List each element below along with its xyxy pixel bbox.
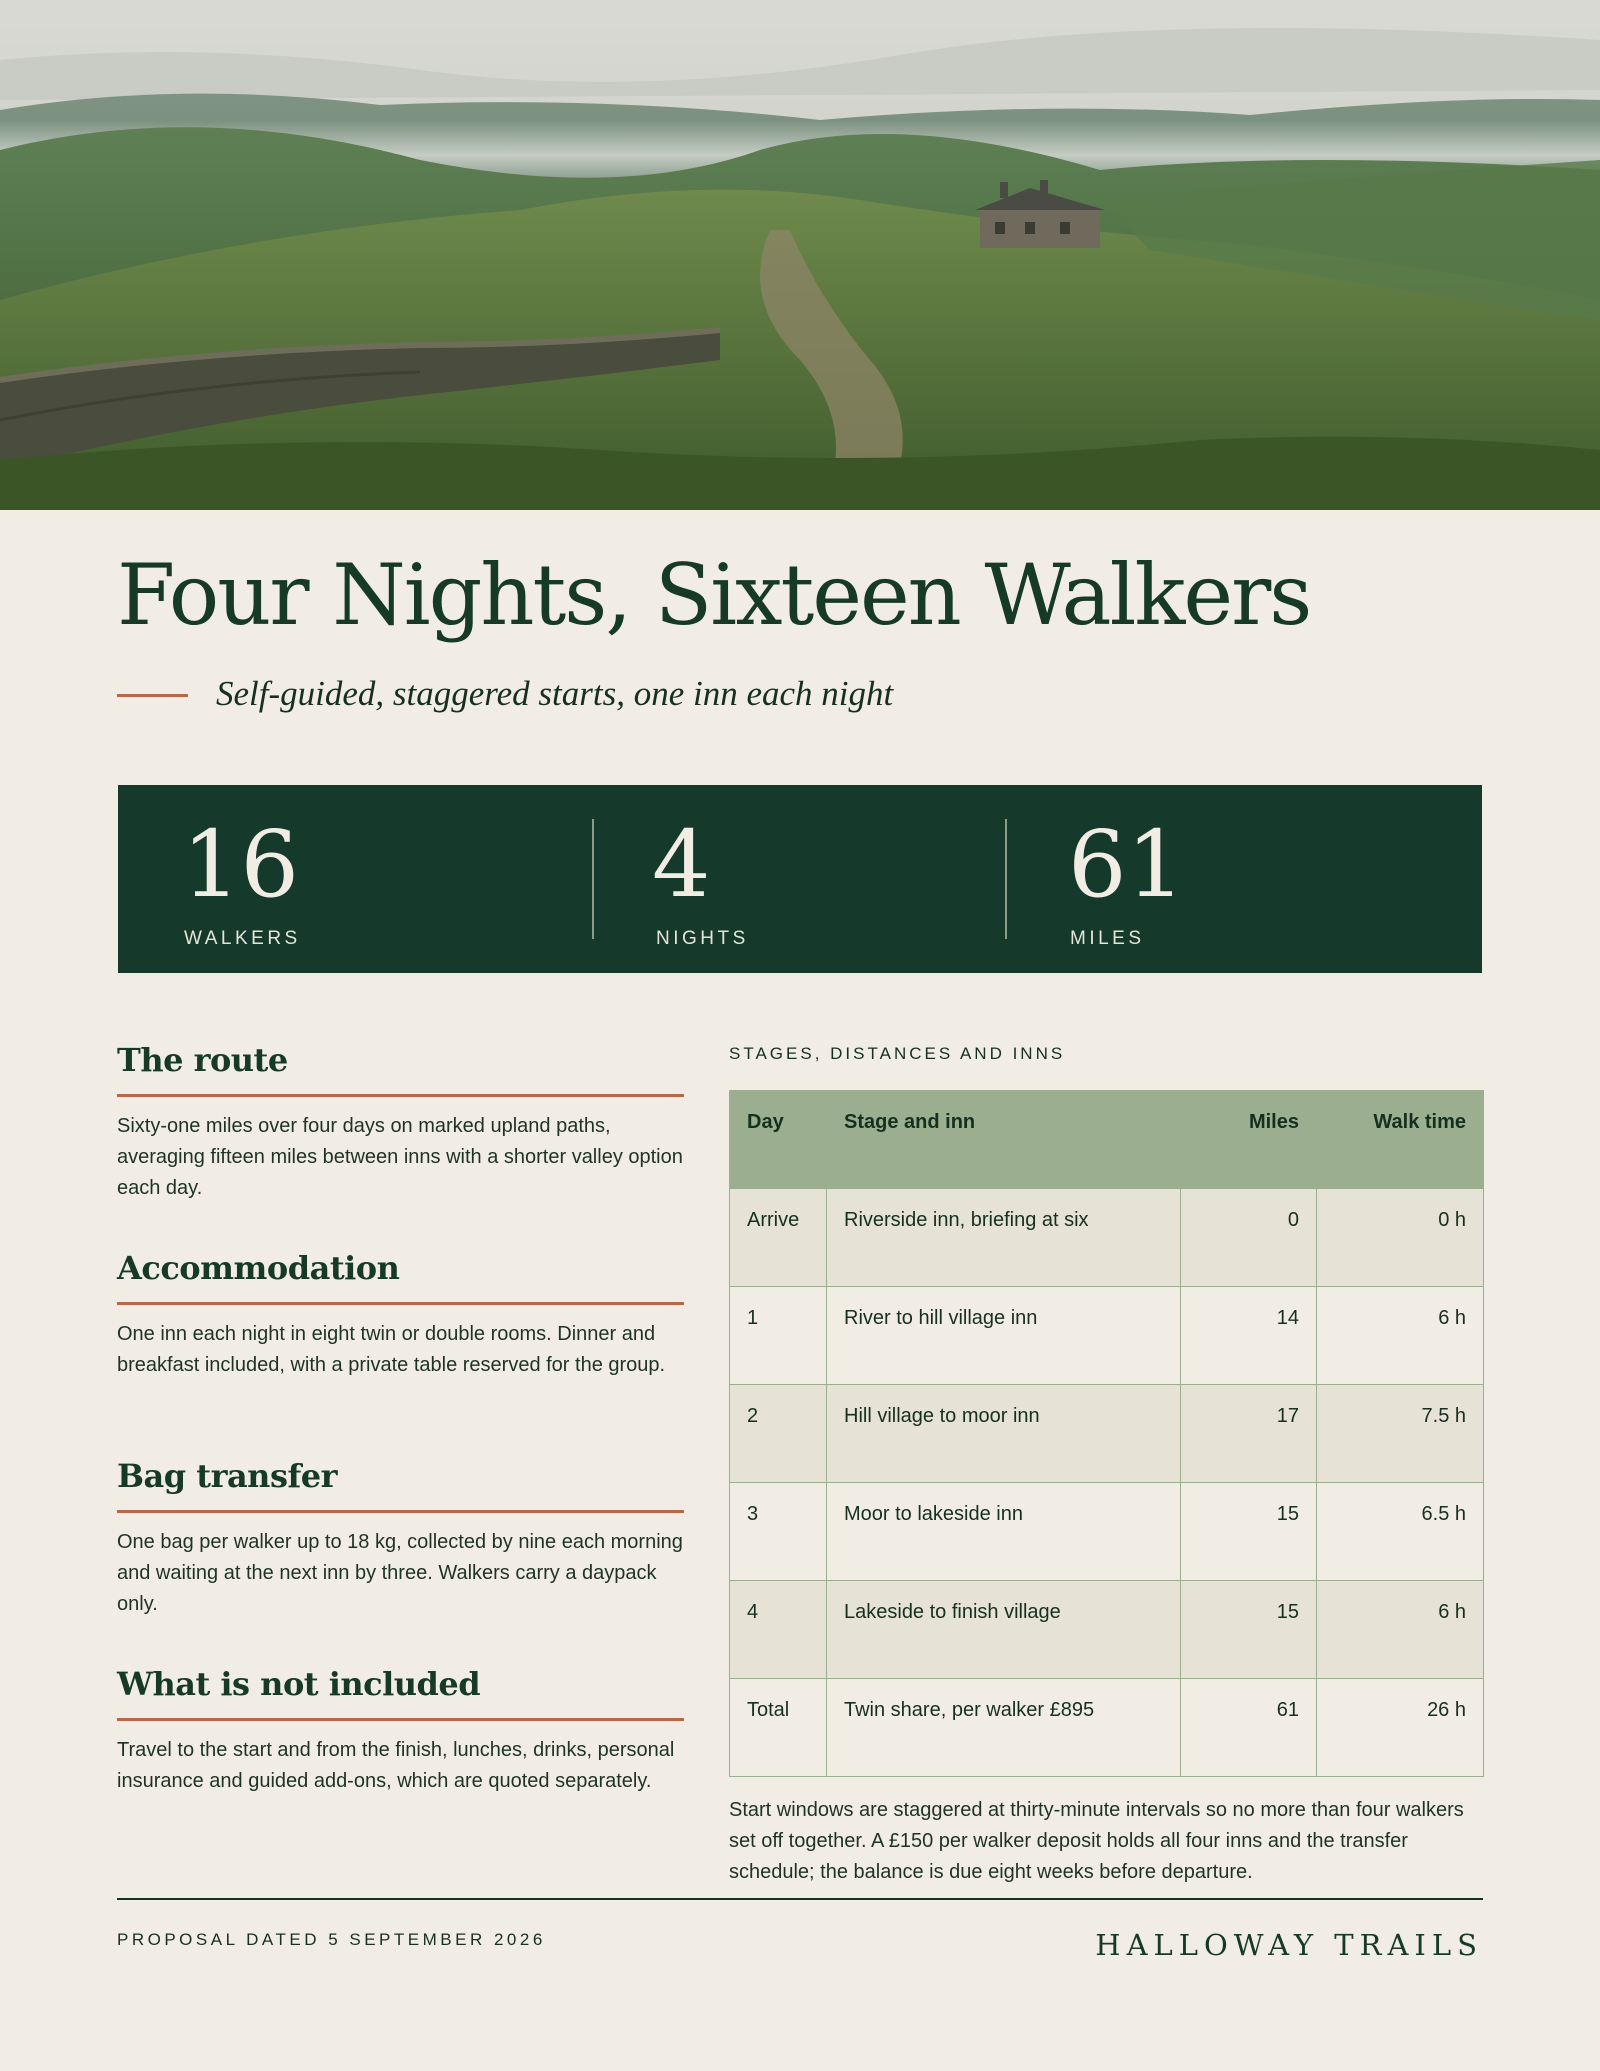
stages-table [729, 1090, 1484, 1777]
section-body: Sixty-one miles over four days on marked upland paths, averaging fifteen miles between inns with a shorter valley option each day. [117, 1115, 683, 1199]
column-header-day: Day [730, 1091, 827, 1189]
section-heading: Bag transfer [117, 1457, 337, 1495]
cell-walk-time: 26 h [1317, 1679, 1484, 1777]
cell-stage: Lakeside to finish village [827, 1581, 1181, 1679]
section-rule [117, 1302, 684, 1305]
stat-label: NIGHTS [656, 928, 749, 949]
cell-walk-time: 0 h [1317, 1189, 1484, 1287]
cell-day: 1 [730, 1287, 827, 1385]
section-bag-transfer [117, 1454, 684, 1620]
cell-day: 4 [730, 1581, 827, 1679]
section-rule [117, 1094, 684, 1097]
stats-band [118, 785, 1482, 973]
stat-divider [1005, 819, 1007, 939]
cell-walk-time: 6 h [1317, 1581, 1484, 1679]
cell-stage: Moor to lakeside inn [827, 1483, 1181, 1581]
column-header-walk-time: Walk time [1317, 1091, 1484, 1189]
table-caption: STAGES, DISTANCES AND INNS [729, 1044, 1066, 1063]
section-accommodation [117, 1246, 684, 1381]
column-header-stage: Stage and inn [827, 1091, 1181, 1189]
section-body: One bag per walker up to 18 kg, collected by nine each morning and waiting at the next inn by three. Walkers carry a daypack only. [117, 1531, 683, 1615]
cell-miles: 0 [1181, 1189, 1317, 1287]
cell-walk-time: 6 h [1317, 1287, 1484, 1385]
hero-image [0, 0, 1600, 510]
cell-stage: Hill village to moor inn [827, 1385, 1181, 1483]
cell-day: 3 [730, 1483, 827, 1581]
cell-stage: Twin share, per walker £895 [827, 1679, 1181, 1777]
section-not-included [117, 1662, 684, 1797]
section-body: Travel to the start and from the finish, lunches, drinks, personal insurance and guided add-ons, which are quoted separately. [117, 1739, 675, 1792]
table-note: Start windows are staggered at thirty-minute intervals so no more than four walkers set off together. A £150 per walker deposit holds all four inns and the transfer schedule; the balance is due eight weeks before departure. [729, 1799, 1464, 1883]
cell-walk-time: 6.5 h [1317, 1483, 1484, 1581]
table-row [730, 1189, 1484, 1287]
stat-label: WALKERS [184, 928, 301, 949]
proposal-date: PROPOSAL DATED 5 SEPTEMBER 2026 [117, 1930, 546, 1949]
table-row-total [730, 1679, 1484, 1777]
moorland-landscape-illustration [0, 0, 1600, 510]
brand-wordmark: HALLOWAY TRAILS [1095, 1928, 1483, 1962]
stat-value: 4 [652, 811, 711, 918]
table-row [730, 1287, 1484, 1385]
section-body: One inn each night in eight twin or double rooms. Dinner and breakfast included, with a private table reserved for the group. [117, 1323, 666, 1376]
stat-label: MILES [1070, 928, 1145, 949]
table-header-row [730, 1091, 1484, 1189]
cell-miles: 14 [1181, 1287, 1317, 1385]
section-heading: What is not included [117, 1665, 481, 1703]
page-title: Four Nights, Sixteen Walkers [117, 546, 1311, 644]
cell-miles: 61 [1181, 1679, 1317, 1777]
stat-value: 16 [182, 811, 300, 918]
section-rule [117, 1718, 684, 1721]
cell-walk-time: 7.5 h [1317, 1385, 1484, 1483]
section-heading: Accommodation [117, 1249, 400, 1287]
page-subtitle: Self-guided, staggered starts, one inn each night [216, 674, 894, 713]
table-row [730, 1483, 1484, 1581]
footer-rule [117, 1898, 1483, 1900]
cell-day: 2 [730, 1385, 827, 1483]
stat-divider [592, 819, 594, 939]
cell-day: Arrive [730, 1189, 827, 1287]
cell-stage: River to hill village inn [827, 1287, 1181, 1385]
table-row [730, 1385, 1484, 1483]
section-route [117, 1038, 684, 1204]
subtitle-accent-rule [117, 694, 188, 697]
cell-miles: 15 [1181, 1581, 1317, 1679]
cell-stage: Riverside inn, briefing at six [827, 1189, 1181, 1287]
section-rule [117, 1510, 684, 1513]
cell-miles: 17 [1181, 1385, 1317, 1483]
stat-value: 61 [1068, 811, 1186, 918]
table-row [730, 1581, 1484, 1679]
section-heading: The route [117, 1041, 288, 1079]
column-header-miles: Miles [1181, 1091, 1317, 1189]
cell-miles: 15 [1181, 1483, 1317, 1581]
cell-day: Total [730, 1679, 827, 1777]
